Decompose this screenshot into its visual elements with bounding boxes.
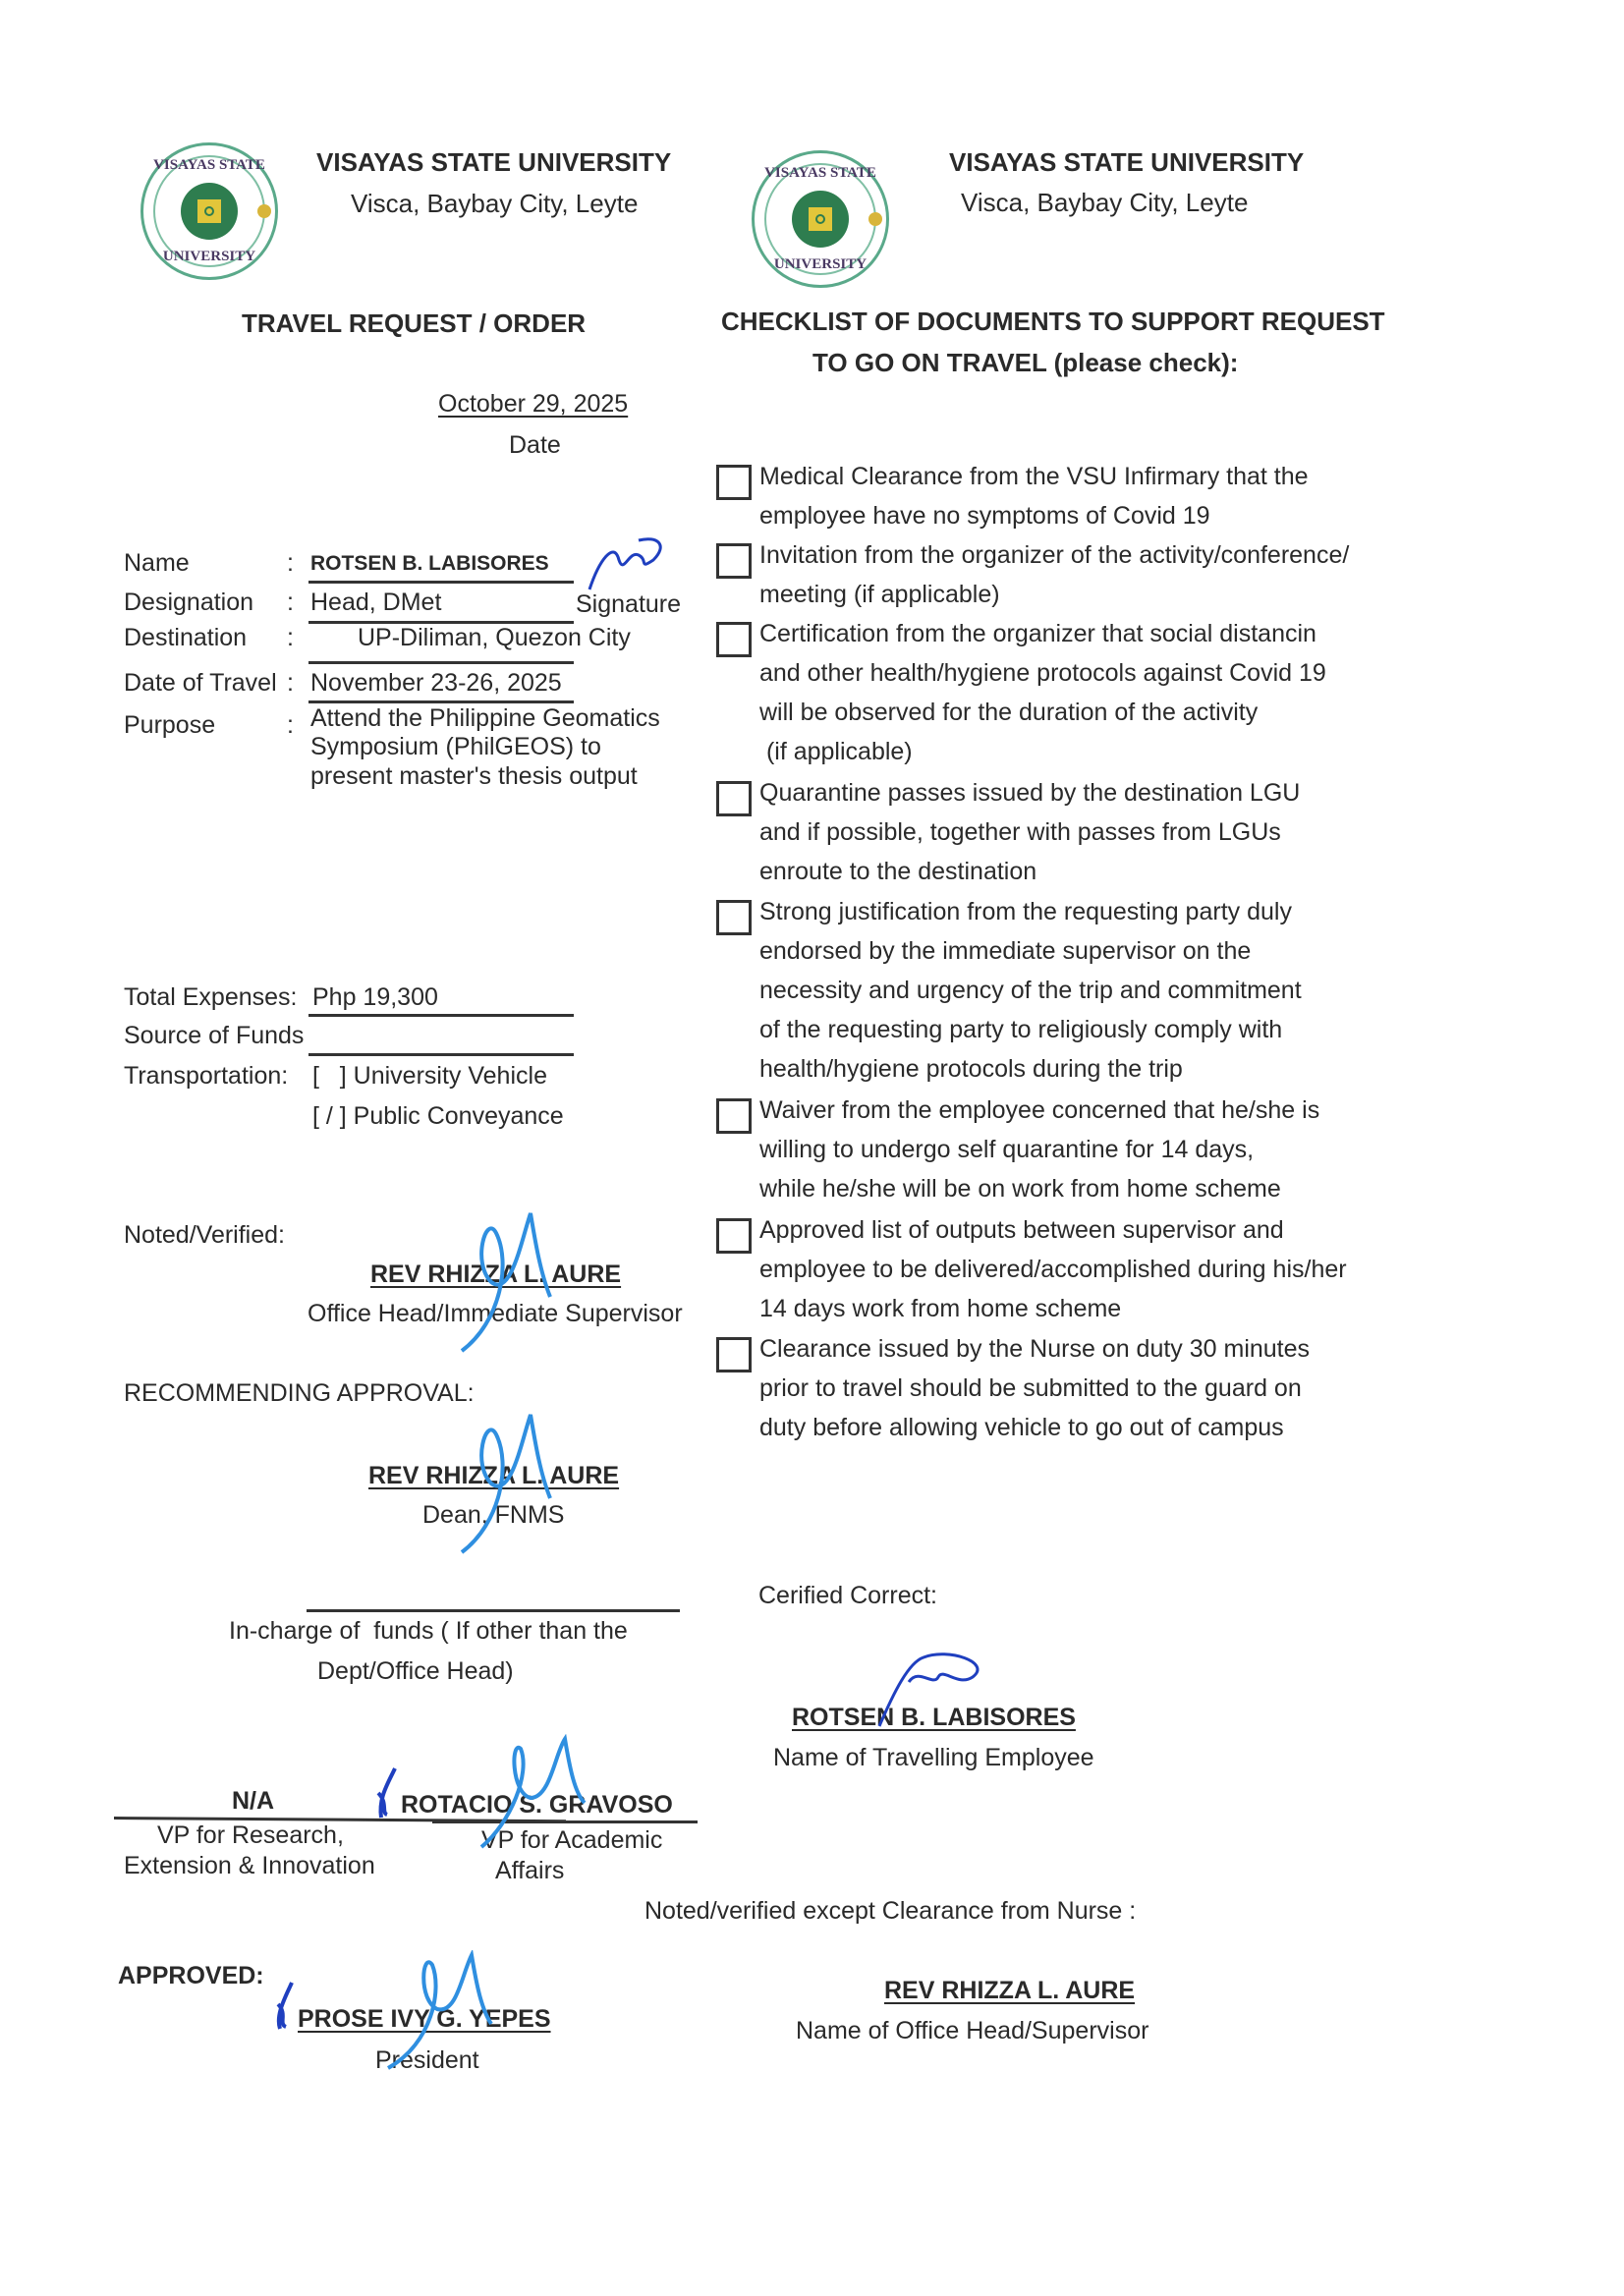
recommending-approval-label: RECOMMENDING APPROVAL: — [124, 1379, 475, 1407]
checklist-item-line: will be observed for the duration of the activity — [759, 699, 1259, 726]
purpose-line: present master's thesis output — [310, 762, 638, 790]
checklist-item-line: employee to be delivered/accomplished during his/her — [759, 1256, 1347, 1283]
funds-in-charge-line: In-charge of funds ( If other than the — [229, 1617, 628, 1645]
transportation-label: Transportation: — [124, 1062, 289, 1090]
dean-title: Dean, FNMS — [422, 1501, 565, 1529]
dean-name: REV RHIZZA L. AURE — [368, 1462, 620, 1489]
transport-option-public-conveyance[interactable]: [ / ] Public Conveyance — [312, 1102, 564, 1130]
vsu-logo-left — [140, 142, 278, 280]
destination-label: Destination — [124, 624, 248, 651]
nurse-note-label: Noted/verified except Clearance from Nurse : — [644, 1897, 1137, 1925]
checklist-checkbox[interactable] — [716, 543, 752, 579]
checklist-item-line: willing to undergo self quarantine for 14 days, — [759, 1136, 1255, 1163]
checklist-item-line: Clearance issued by the Nurse on duty 30 minutes — [759, 1335, 1311, 1363]
vp-research-title: Extension & Innovation — [124, 1852, 375, 1879]
checklist-item-line: Invitation from the organizer of the activity/conference/ — [759, 541, 1350, 569]
colon: : — [287, 624, 294, 651]
checklist-item-line: endorsed by the immediate supervisor on the — [759, 937, 1252, 965]
checklist-item-line: meeting (if applicable) — [759, 581, 1000, 608]
source-of-funds-label: Source of Funds — [124, 1022, 305, 1049]
checklist-item-line: while he/she will be on work from home scheme — [759, 1175, 1281, 1203]
president-name: PROSE IVY G. YEPES — [298, 2005, 551, 2033]
logo-text-bottom: UNIVERSITY — [773, 256, 868, 272]
signature-label: Signature — [576, 590, 682, 618]
request-date: October 29, 2025 — [438, 390, 629, 418]
colon: : — [287, 588, 294, 616]
checklist-item-line: employee have no symptoms of Covid 19 — [759, 502, 1210, 530]
checklist-checkbox[interactable] — [716, 622, 752, 657]
president-title: President — [375, 2046, 479, 2074]
checklist-item-line: enroute to the destination — [759, 858, 1037, 885]
supervisor-title: Office Head/Immediate Supervisor — [308, 1300, 683, 1327]
checklist-checkbox[interactable] — [716, 1337, 752, 1372]
checklist-item-line: health/hygiene protocols during the trip — [759, 1055, 1183, 1083]
purpose-label: Purpose — [124, 711, 216, 739]
checklist-checkbox[interactable] — [716, 1218, 752, 1254]
certified-correct-label: Cerified Correct: — [758, 1582, 937, 1609]
purpose-line: Symposium (PhilGEOS) to — [310, 733, 601, 760]
office-head-title: Name of Office Head/Supervisor — [796, 2017, 1149, 2044]
purpose-line: Attend the Philippine Geomatics — [310, 704, 660, 732]
vp-academic-name: ROTACIO S. GRAVOSO — [401, 1791, 673, 1819]
checklist-title: TO GO ON TRAVEL (please check): — [812, 348, 1239, 377]
transport-option-university-vehicle[interactable]: [ ] University Vehicle — [312, 1062, 547, 1090]
logo-text-bottom: UNIVERSITY — [162, 249, 256, 264]
initial-mark — [373, 1764, 403, 1822]
checklist-item-line: duty before allowing vehicle to go out of campus — [759, 1414, 1284, 1441]
vp-academic-title: Affairs — [495, 1857, 565, 1884]
checklist-item-line: (if applicable) — [759, 738, 913, 765]
checklist-item-line: prior to travel should be submitted to the guard on — [759, 1374, 1302, 1402]
checklist-checkbox[interactable] — [716, 900, 752, 935]
vp-research-name: N/A — [232, 1787, 275, 1815]
checklist-item-line: Approved list of outputs between supervisor and — [759, 1216, 1284, 1244]
university-address-right: Visca, Baybay City, Leyte — [961, 188, 1249, 217]
travelling-employee-title: Name of Travelling Employee — [773, 1744, 1094, 1771]
name-value: ROTSEN B. LABISORES — [310, 552, 549, 575]
total-expenses-value: Php 19,300 — [312, 983, 438, 1011]
checklist-checkbox[interactable] — [716, 1098, 752, 1134]
vp-research-title: VP for Research, — [157, 1821, 344, 1849]
approved-label: APPROVED: — [118, 1962, 264, 1989]
checklist-title: CHECKLIST OF DOCUMENTS TO SUPPORT REQUEST — [721, 307, 1385, 336]
total-expenses-label: Total Expenses: — [124, 983, 298, 1011]
vp-academic-title: VP for Academic — [481, 1826, 663, 1854]
checklist-item-line: 14 days work from home scheme — [759, 1295, 1122, 1322]
noted-verified-label: Noted/Verified: — [124, 1221, 285, 1249]
university-address-left: Visca, Baybay City, Leyte — [351, 189, 639, 218]
checklist-checkbox[interactable] — [716, 465, 752, 500]
checklist-item-line: Medical Clearance from the VSU Infirmary that the — [759, 463, 1309, 490]
checklist-item-line: Quarantine passes issued by the destination LGU — [759, 779, 1301, 807]
colon: : — [287, 549, 294, 577]
checklist-item-line: Waiver from the employee concerned that he/she is — [759, 1096, 1320, 1124]
colon: : — [287, 711, 294, 739]
checklist-item-line: of the requesting party to religiously comply with — [759, 1016, 1283, 1043]
logo-text-top: VISAYAS STATE — [764, 165, 876, 181]
checklist-item-line: Certification from the organizer that social distancin — [759, 620, 1316, 647]
destination-value: UP-Diliman, Quezon City — [358, 624, 631, 651]
checklist-item-line: and other health/hygiene protocols against Covid 19 — [759, 659, 1326, 687]
designation-value: Head, DMet — [310, 588, 442, 616]
checklist-checkbox[interactable] — [716, 781, 752, 816]
date-of-travel-label: Date of Travel — [124, 669, 277, 697]
logo-text-top: VISAYAS STATE — [153, 157, 265, 173]
checklist-item-line: and if possible, together with passes from LGUs — [759, 818, 1281, 846]
designation-label: Designation — [124, 588, 254, 616]
funds-in-charge-line: Dept/Office Head) — [317, 1657, 514, 1685]
form-title: TRAVEL REQUEST / ORDER — [242, 308, 587, 338]
travelling-employee-name: ROTSEN B. LABISORES — [792, 1704, 1076, 1731]
supervisor-name: REV RHIZZA L. AURE — [370, 1260, 622, 1288]
checklist-item-line: necessity and urgency of the trip and commitment — [759, 977, 1302, 1004]
date-of-travel-value: November 23-26, 2025 — [310, 669, 562, 697]
vsu-logo-right — [752, 150, 889, 288]
colon: : — [287, 669, 294, 697]
university-name-right: VISAYAS STATE UNIVERSITY — [949, 147, 1305, 177]
date-label: Date — [509, 431, 561, 459]
name-label: Name — [124, 549, 190, 577]
checklist-item-line: Strong justification from the requesting party duly — [759, 898, 1292, 925]
office-head-name: REV RHIZZA L. AURE — [884, 1977, 1136, 2004]
university-name-left: VISAYAS STATE UNIVERSITY — [316, 147, 672, 177]
